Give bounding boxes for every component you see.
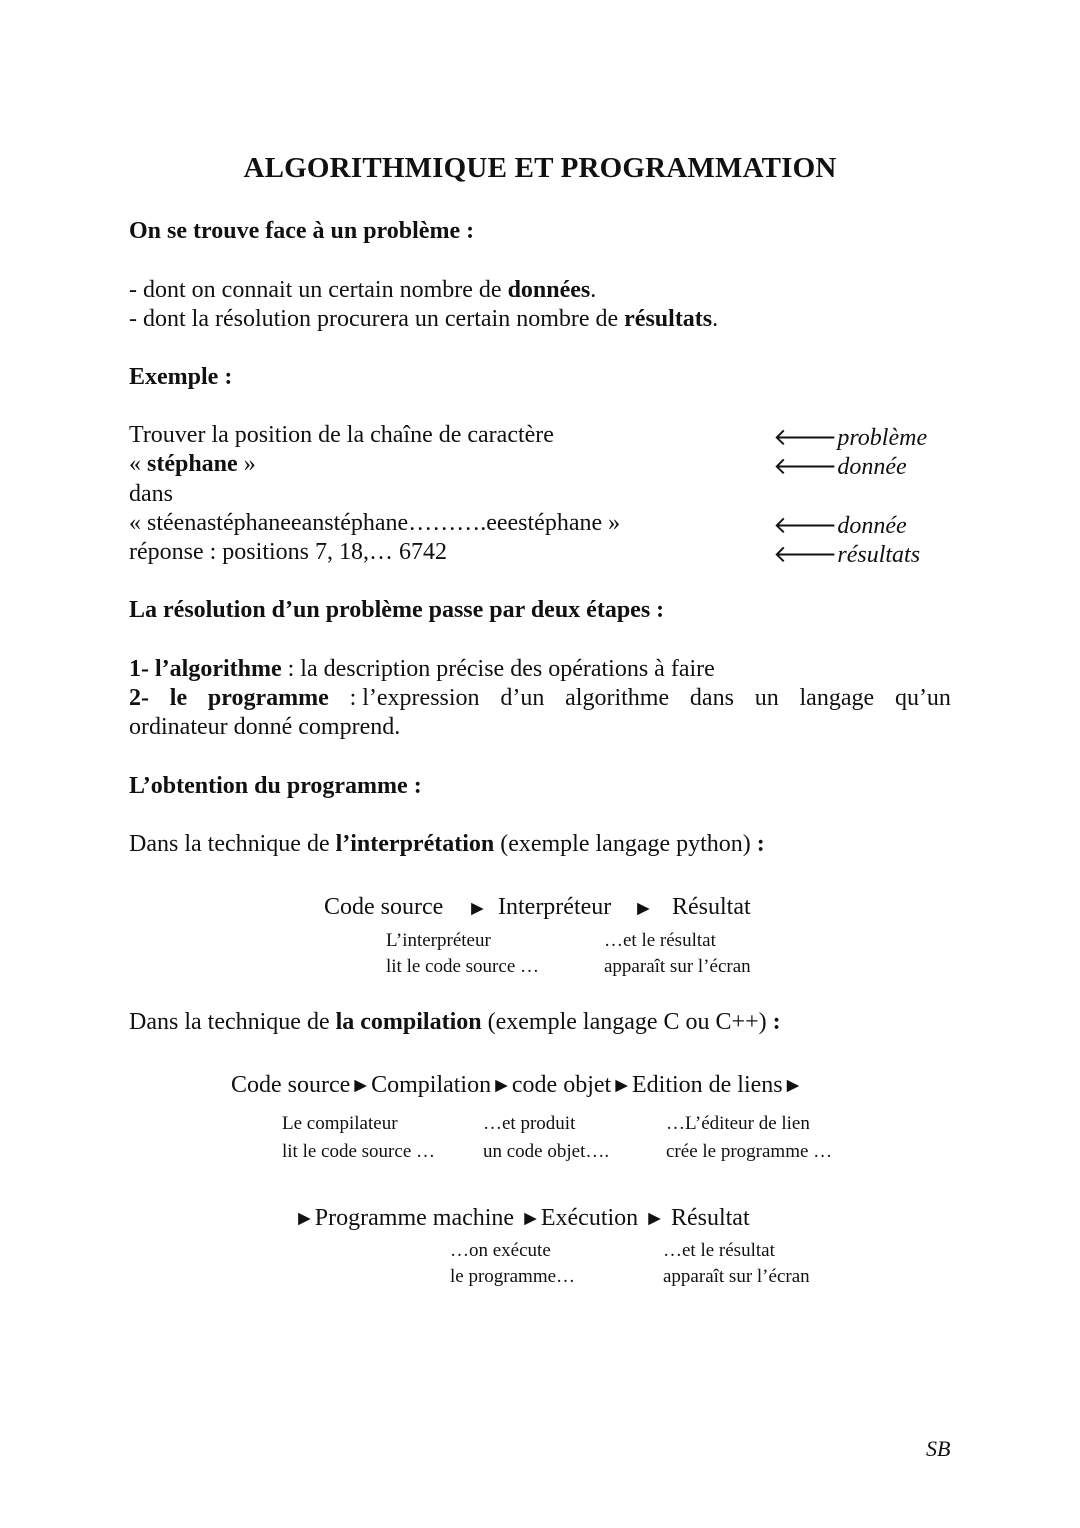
example-note-5: 🡐résultats [773,542,921,568]
triangle-right-icon: ► [467,896,488,920]
example-row-4: « stéenastéphaneeanstéphane……….eeestéphane » [129,510,621,536]
example-heading: Exemple : [129,364,233,390]
comp-node-compilation: Compilation [371,1072,492,1098]
comp-note-linker: …L’éditeur de lien crée le programme … [666,1113,833,1162]
comp-chain-1 [231,1072,803,1099]
comp-node-source: Code source [231,1072,351,1098]
left-arrow-icon: 🡐 [773,542,838,568]
interp-note-interpreter: L’interpréteur lit le code source … [386,930,540,977]
comp-chain-2 [294,1205,750,1232]
step-program: 2- le programme : l’expression d’un algorithme dans un langage qu’un [129,685,951,711]
triangle-right-icon: ► [782,1073,804,1097]
example-row-3: dans [129,481,173,507]
triangle-right-icon: ► [633,896,654,920]
author-initials: SB [926,1436,951,1461]
comp-node-machine-program: Programme machine [314,1205,515,1231]
comp-note-execute: …on exécute le programme… [450,1240,576,1287]
comp-node-object: code objet [511,1072,612,1098]
interpretation-line: Dans la technique de l’interprétation (exemple langage python) : [129,831,765,857]
left-arrow-icon: 🡐 [773,454,838,480]
problem-line-results: - dont la résolution procurera un certain nombre de résultats. [129,306,719,332]
steps-heading: La résolution d’un problème passe par deux étapes : [129,597,665,623]
triangle-right-icon: ► [294,1206,315,1230]
comp-note-result: …et le résultat apparaît sur l’écran [663,1240,810,1287]
triangle-right-icon: ► [611,1073,632,1097]
interp-note-result: …et le résultat apparaît sur l’écran [604,930,751,977]
interp-node-result: Résultat [672,894,751,920]
example-row-5: réponse : positions 7, 18,… 6742 [129,539,447,565]
comp-node-linking: Edition de liens [631,1072,783,1098]
example-note-2: 🡐donnée [773,454,907,480]
left-arrow-icon: 🡐 [773,425,838,451]
example-note-1: 🡐problème [773,425,928,451]
obtention-heading: L’obtention du programme : [129,773,422,799]
example-row-1: Trouver la position de la chaîne de caractère [129,422,554,448]
triangle-right-icon: ► [644,1206,665,1230]
example-note-4: 🡐donnée [773,513,907,539]
comp-node-execution: Exécution [540,1205,639,1231]
triangle-right-icon: ► [520,1206,541,1230]
compilation-line: Dans la technique de la compilation (exemple langage C ou C++) : [129,1009,781,1035]
problem-line-data: - dont on connait un certain nombre de données. [129,277,597,303]
triangle-right-icon: ► [491,1073,512,1097]
interp-node-interpreter: Interpréteur [498,894,612,920]
comp-note-compiler: Le compilateur lit le code source … [282,1113,436,1162]
comp-node-result: Résultat [670,1205,750,1231]
example-row-2: « stéphane » [129,451,256,477]
step-program-continued: ordinateur donné comprend. [129,714,401,740]
triangle-right-icon: ► [350,1073,372,1097]
interp-node-source: Code source [324,894,444,920]
comp-note-object: …et produit un code objet…. [483,1113,610,1162]
left-arrow-icon: 🡐 [773,513,838,539]
problem-heading: On se trouve face à un problème : [129,218,475,244]
step-algorithm: 1- l’algorithme : la description précise des opérations à faire [129,656,715,682]
page-title: ALGORITHMIQUE ET PROGRAMMATION [243,152,837,184]
